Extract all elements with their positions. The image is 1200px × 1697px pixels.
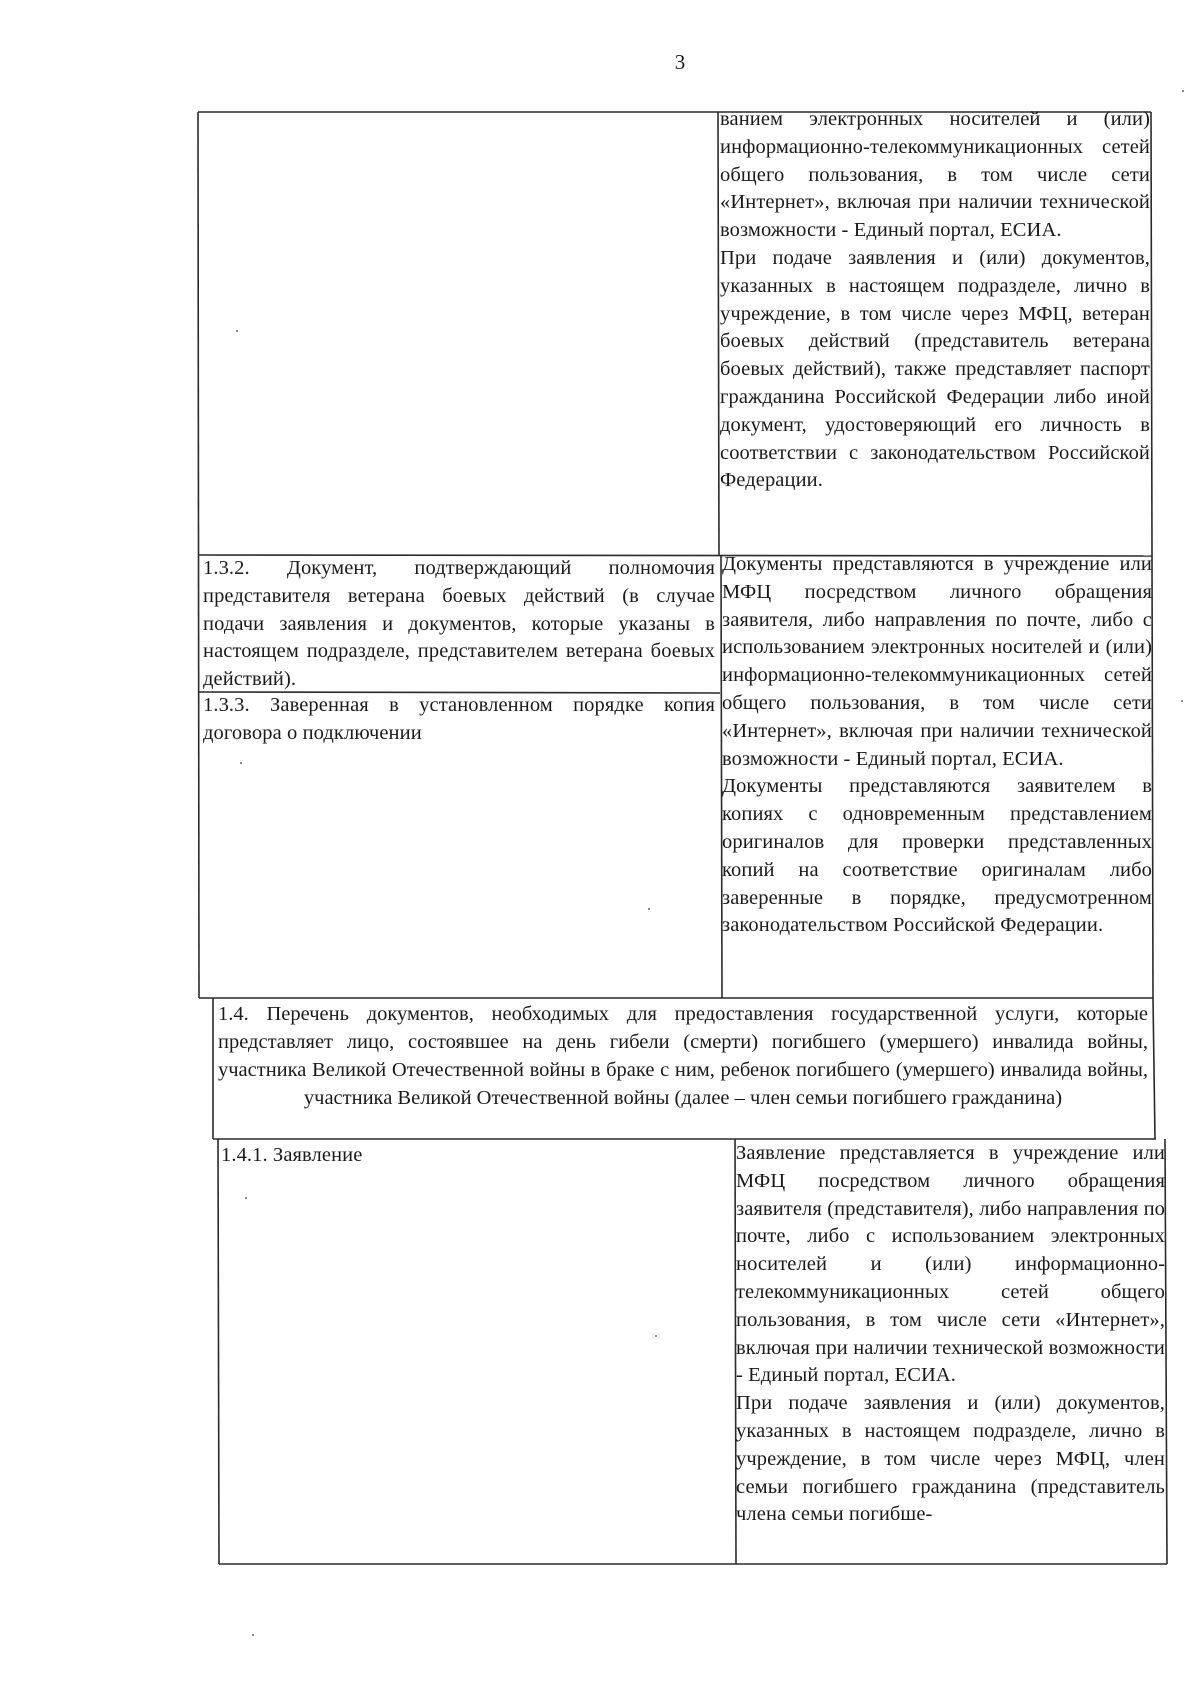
- item-1-3-2: [203, 555, 715, 694]
- item-1-4-1: [221, 1142, 726, 1170]
- scan-speck: [655, 1335, 657, 1337]
- paragraph: Документы представляются заявителем в копиях с одновременным представлением оригиналов для проверки представленных копий на соответствие оригиналам либо заверенные в порядке, предусмотренном законодательством Российской Федерации.: [722, 775, 1152, 937]
- item-1-3-3: [203, 692, 715, 748]
- section-1-3-right-cell: [722, 551, 1152, 940]
- item-text: 1.4.1. Заявление: [221, 1144, 363, 1166]
- item-1-4-1-right-cell: [736, 1140, 1165, 1529]
- paragraph: ванием электронных носителей и (или) информационно-телекоммуникационных сетей общего пользования, в том числе сети «Интернет», включая при наличии технической возможности - Единый портал, ЕСИА.: [720, 108, 1150, 242]
- item-text: 1.3.2. Документ, подтверждающий полномочия представителя ветерана боевых действий (в случае подачи заявления и документов, которые указаны в настоящем подразделе, представителем ветерана боевых действий).: [203, 557, 715, 691]
- page-number: 3: [674, 50, 686, 74]
- item-text: 1.3.3. Заверенная в установленном порядке копия договора о подключении: [203, 694, 715, 744]
- paragraph: Заявление представляется в учреждение или МФЦ посредством личного обращения заявителя (представителя), либо направления по почте, либо с использованием электронных носителей и (или) информационно-телекоммуникационных сетей общего пользования, в том числе сети «Интернет», включая при наличии технической возможности - Единый портал, ЕСИА.: [736, 1142, 1165, 1387]
- scan-speck: [252, 1634, 254, 1636]
- paragraph: При подаче заявления и (или) документов, указанных в настоящем подразделе, лично в учреждение, в том числе через МФЦ, ветеран боевых действий (представитель ветерана боевых действий), также представляет паспорт гражданина Российской Федерации либо иной документ, удостоверяющий его личность в соответствии с законодательством Российской Федерации.: [720, 246, 1150, 492]
- scan-speck: [240, 762, 242, 764]
- row1-right-cell: [720, 106, 1150, 495]
- paragraph: Документы представляются в учреждение или МФЦ посредством личного обращения заявителя, либо направления по почте, либо с использованием электронных носителей и (или) информационно-телекоммуникационных сетей общего пользования, в том числе сети «Интернет», включая при наличии технической возможности - Единый портал, ЕСИА.: [722, 553, 1152, 770]
- scan-speck: [1181, 700, 1183, 702]
- scan-speck: [648, 908, 650, 910]
- paragraph: При подаче заявления и (или) документов, указанных в настоящем подразделе, лично в учреждение, в том числе через МФЦ, член семьи погибшего гражданина (представитель члена семьи погибше-: [736, 1392, 1165, 1526]
- scan-speck: [1182, 90, 1184, 92]
- section-1-4-heading: 1.4. Перечень документов, необходимых для предоставления государственной услуги, которые представляет лицо, состоявшее на день гибели (смерти) погибшего (умершего) инвалида войны, участника Великой Отечественной войны в браке с ним, ребенок погибшего (умершего) инвалида войны, участника Великой Отечественной войны (далее – член семьи погибшего гражданина): [218, 1003, 1148, 1109]
- scan-speck: [236, 330, 238, 332]
- scan-speck: [245, 1197, 247, 1199]
